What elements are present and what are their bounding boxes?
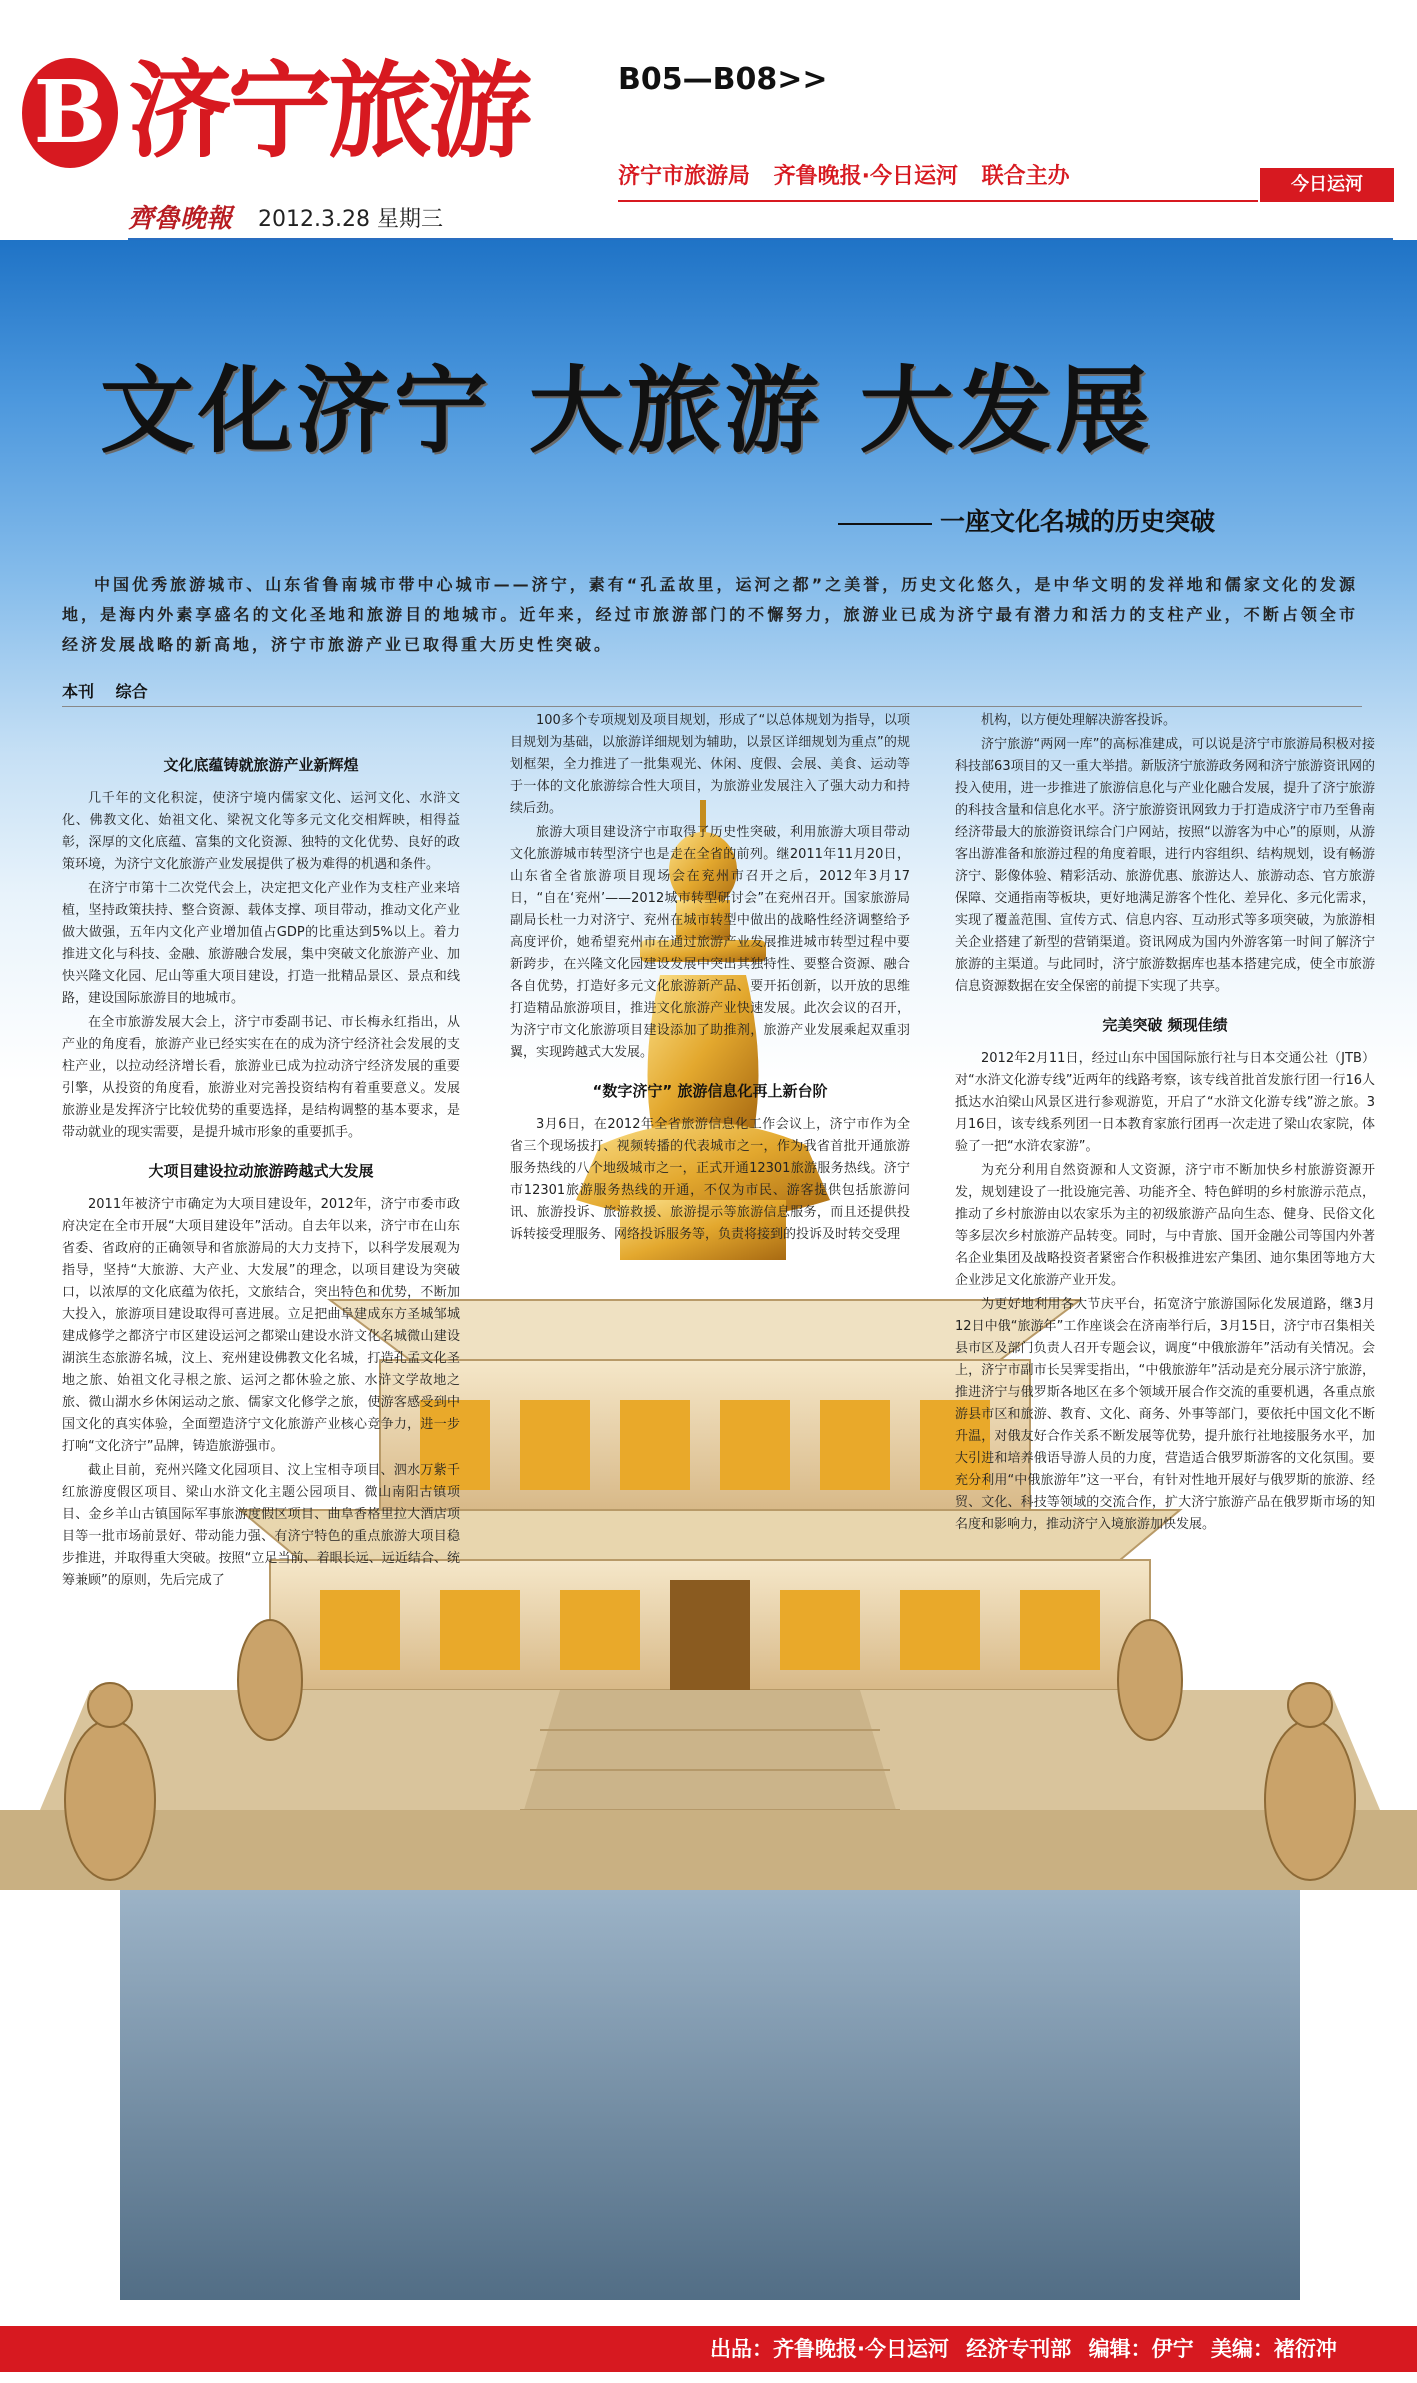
paragraph: 100多个专项规划及项目规划，形成了“以总体规划为指导，以项目规划为基础，以旅游详细规划为辅助，以景区详细规划为重点”的规划框架，全力推进了一批集观光、休闲、度假、会展、美食、运动等于一体的文化旅游综合性大项目，为旅游业发展注入了强大动力和持续后劲。 [510, 713, 910, 816]
header-divider [618, 200, 1258, 202]
section-heading: 大项目建设拉动旅游跨越式大发展 [148, 1162, 374, 1180]
headline: 文化济宁 大旅游 大发展 [100, 356, 1154, 466]
subhead-dash [838, 523, 932, 525]
section-heading: 文化底蕴铸就旅游产业新辉煌 [163, 756, 359, 774]
article-column-1 [62, 738, 460, 1918]
paragraph: 2012年2月11日，经过山东中国国际旅行社与日本交通公社（JTB）对“水浒文化游专线”近两年的线路考察，该专线首批首发旅行团一行16人抵达水泊梁山风景区进行参观游览，开启了“水浒文化游专线”游之旅。3月16日，该专线系列团一日本教育家旅行团再一次走进了梁山农家院，体验了一把“水浒农家游”。 [955, 1051, 1375, 1154]
edition-tag: 今日运河 [1260, 168, 1394, 202]
paragraph: 旅游大项目建设济宁市取得了历史性突破，利用旅游大项目带动文化旅游城市转型济宁也是走在全省的前列。继2011年11月20日，山东省全省旅游项目现场会在兖州市召开之后，2012年3月17日，“自在‘兖州’——2012城市转型研讨会”在兖州召开。国家旅游局副局长杜一力对济宁、兖州在城市转型中做出的战略性经济调整给予高度评价，她希望兖州市在通过旅游产业发展推进城市转型过程中要新跨步，在兴隆文化园建设发展中突出其独特性、要整合资源、融合各自优势，打造好多元文化旅游新产品、要开拓创新，以开放的思维打造精品旅游项目，推进文化旅游产业快速发展。此次会议的召开，为济宁市文化旅游项目建设添加了助推剂，旅游产业发展乘起双重羽翼，实现跨越式大发展。 [510, 825, 910, 1060]
footer-credits: 出品：齐鲁晚报·今日运河 经济专刊部 编辑：伊宁 美编：褚衍冲 [710, 2337, 1337, 2361]
sponsors-line: 济宁市旅游局 齐鲁晚报·今日运河 联合主办 [618, 164, 1070, 189]
paragraph: 2011年被济宁市确定为大项目建设年，2012年，济宁市委市政府决定在全市开展“大项目建设年”活动。自去年以来，济宁市在山东省委、省政府的正确领导和省旅游局的大力支持下，以科学发展观为指导，坚持“大旅游、大产业、大发展”的理念，以项目建设为突破口，以浓厚的文化底蕴为依托，文旅结合，突出特色和优势，不断加大投入，旅游项目建设取得可喜进展。立足把曲阜建成东方圣城邹城建成修学之都济宁市区建设运河之都梁山建设水浒文化名城微山建设湖滨生态旅游名城，汶上、兖州建设佛教文化名城，打造孔孟文化圣地之旅、始祖文化寻根之旅、运河之都休验之旅、水浒文学故地之旅、微山湖水乡休闲运动之旅、儒家文化修学之旅，使游客感受到中国文化的真实体验，全面塑造济宁文化旅游产业核心竞争力，进一步打响“文化济宁”品牌，铸造旅游强市。 [62, 1197, 460, 1454]
subheadline: 一座文化名城的历史突破 [940, 507, 1216, 536]
publication-date: 2012.3.28 星期三 [258, 207, 443, 232]
paragraph: 机构，以方便处理解决游客投诉。 [981, 713, 1177, 728]
paragraph: 在济宁市第十二次党代会上，决定把文化产业作为支柱产业来培植，坚持政策扶持、整合资源、载体支撑、项目带动，推动文化产业做大做强，五年内文化产业增加值占GDP的比重达到5%以上。着力推进文化与科技、金融、旅游融合发展，集中突破文化旅游产业、加快兴隆文化园、尼山等重大项目建设，打造一批精品景区、景点和线路，建设国际旅游目的地城市。 [62, 881, 460, 1006]
byline: 本刊 综合 [62, 682, 148, 701]
paragraph: 为充分利用自然资源和人文资源，济宁市不断加快乡村旅游资源开发，规划建设了一批设施完善、功能齐全、特色鲜明的乡村旅游示范点，推动了乡村旅游由以农家乐为主的初级旅游产品向生态、健身、民俗文化等多层次乡村旅游产品转变。同时，与中青旅、国开金融公司等国内外著名企业集团及战略投资者紧密合作积极推进宏产集团、迪尔集团等地方大企业涉足文化旅游产业开发。 [955, 1163, 1375, 1288]
section-title: 济宁旅游 [128, 50, 529, 172]
section-badge: B [22, 58, 118, 168]
byline-rule [62, 706, 1362, 707]
paragraph: 在全市旅游发展大会上，济宁市委副书记、市长梅永红指出，从产业的角度看，旅游产业已经实实在在的成为济宁经济社会发展的支柱产业，以拉动经济增长看，旅游业已成为拉动济宁经济发展的重要引擎，从投资的角度看，旅游业对完善投资结构有着重要意义。发展旅游业是发挥济宁比较优势的重要选择，是结构调整的基本要求，是带动就业的现实需要，是提升城市形象的重要抓手。 [62, 1015, 460, 1140]
section-heading: “数字济宁” 旅游信息化再上新台阶 [592, 1082, 828, 1100]
newspaper-masthead: 齊魯晚報 [128, 204, 233, 234]
paragraph: 济宁旅游“两网一库”的高标准建成，可以说是济宁市旅游局积极对接科技部63项目的又一重大举措。新版济宁旅游政务网和济宁旅游资讯网的投入使用，进一步推进了旅游信息化与产业化融合发展，提升了济宁旅游的科技含量和信息化水平。济宁旅游资讯网致力于打造成济宁市乃至鲁南经济带最大的旅游资讯综合门户网站，按照“以游客为中心”的原则，从游客出游准备和旅游过程的角度着眼，进行内容组织、结构规划，设有畅游济宁、影像体验、精彩活动、旅游优惠、旅游达人、旅游动态、官方旅游保障、交通指南等板块，更好地满足游客个性化、差异化、多元化需求，实现了覆盖范围、宣传方式、信息内容、互动形式等多项突破，为旅游相关企业搭建了新型的营销渠道。资讯网成为国内外游客第一时间了解济宁旅游的主渠道。与此同时，济宁旅游数据库也基本搭建完成，使全市旅游信息资源数据在安全保密的前提下实现了共享。 [955, 737, 1375, 994]
paragraph: 截止目前，兖州兴隆文化园项目、汶上宝相寺项目、泗水万紫千红旅游度假区项目、梁山水浒文化主题公园项目、微山南阳古镇项目、金乡羊山古镇国际军事旅游度假区项目、曲阜香格里拉大酒店项目等一批市场前景好、带动能力强、有济宁特色的重点旅游大项目稳步推进，并取得重大突破。按照“立足当前、着眼长远、远近结合、统筹兼顾”的原则，先后完成了 [62, 1463, 460, 1588]
paragraph: 几千年的文化积淀，使济宁境内儒家文化、运河文化、水浒文化、佛教文化、始祖文化、梁祝文化等多元文化交相辉映，相得益彰，深厚的文化底蕴、富集的文化资源、独特的文化优势、良好的政策环境，为济宁文化旅游产业发展提供了极为难得的机遇和条件。 [62, 791, 460, 872]
section-heading: 完美突破 频现佳绩 [1102, 1016, 1228, 1034]
article-column-3 [955, 710, 1375, 2060]
paragraph: 为更好地利用各大节庆平台，拓宽济宁旅游国际化发展道路，继3月12日中俄“旅游年”工作座谈会在济南举行后，3月15日，济宁市召集相关县市区及部门负责人召开专题会议，调度“中俄旅游年”活动有关情况。会上，济宁市副市长吴霁雯指出，“中俄旅游年”活动是充分展示济宁旅游，推进济宁与俄罗斯各地区在多个领域开展合作交流的重要机遇，各重点旅游县市区和旅游、教育、文化、商务、外事等部门，要依托中国文化不断升温，对俄友好合作关系不断发展等优势，提升旅行社地接服务水平，加大引进和培养俄语导游人员的力度，营造适合俄罗斯游客的文化氛围。要充分利用“中俄旅游年”这一平台，有针对性地开展好与俄罗斯的旅游、经贸、文化、科技等领域的交流合作，扩大济宁旅游产品在俄罗斯市场的知名度和影响力，推动济宁入境旅游加快发展。 [955, 1297, 1375, 1532]
lead-paragraph: 中国优秀旅游城市、山东省鲁南城市带中心城市——济宁，素有“孔孟故里，运河之都”之美誉，历史文化悠久，是中华文明的发祥地和儒家文化的发源地，是海内外素享盛名的文化圣地和旅游目的地城市。近年来，经过市旅游部门的不懈努力，旅游业已成为济宁最有潜力和活力的支柱产业，不断占领全市经济发展战略的新高地，济宁市旅游产业已取得重大历史性突破。 [62, 575, 1358, 654]
article-column-2 [510, 710, 910, 1360]
paragraph: 3月6日，在2012年全省旅游信息化工作会议上，济宁市作为全省三个现场拔打、视频转播的代表城市之一，作为我省首批开通旅游服务热线的八个地级城市之一，正式开通12301旅游服务热线。济宁市12301旅游服务热线的开通，不仅为市民、游客提供包括旅游问讯、旅游投诉、旅游救援、旅游提示等旅游信息服务，而且还提供投诉转接受理服务、网络投诉服务等，负责将接到的投诉及时转交受理 [510, 1117, 910, 1242]
page-range: B05—B08>> [618, 62, 828, 97]
